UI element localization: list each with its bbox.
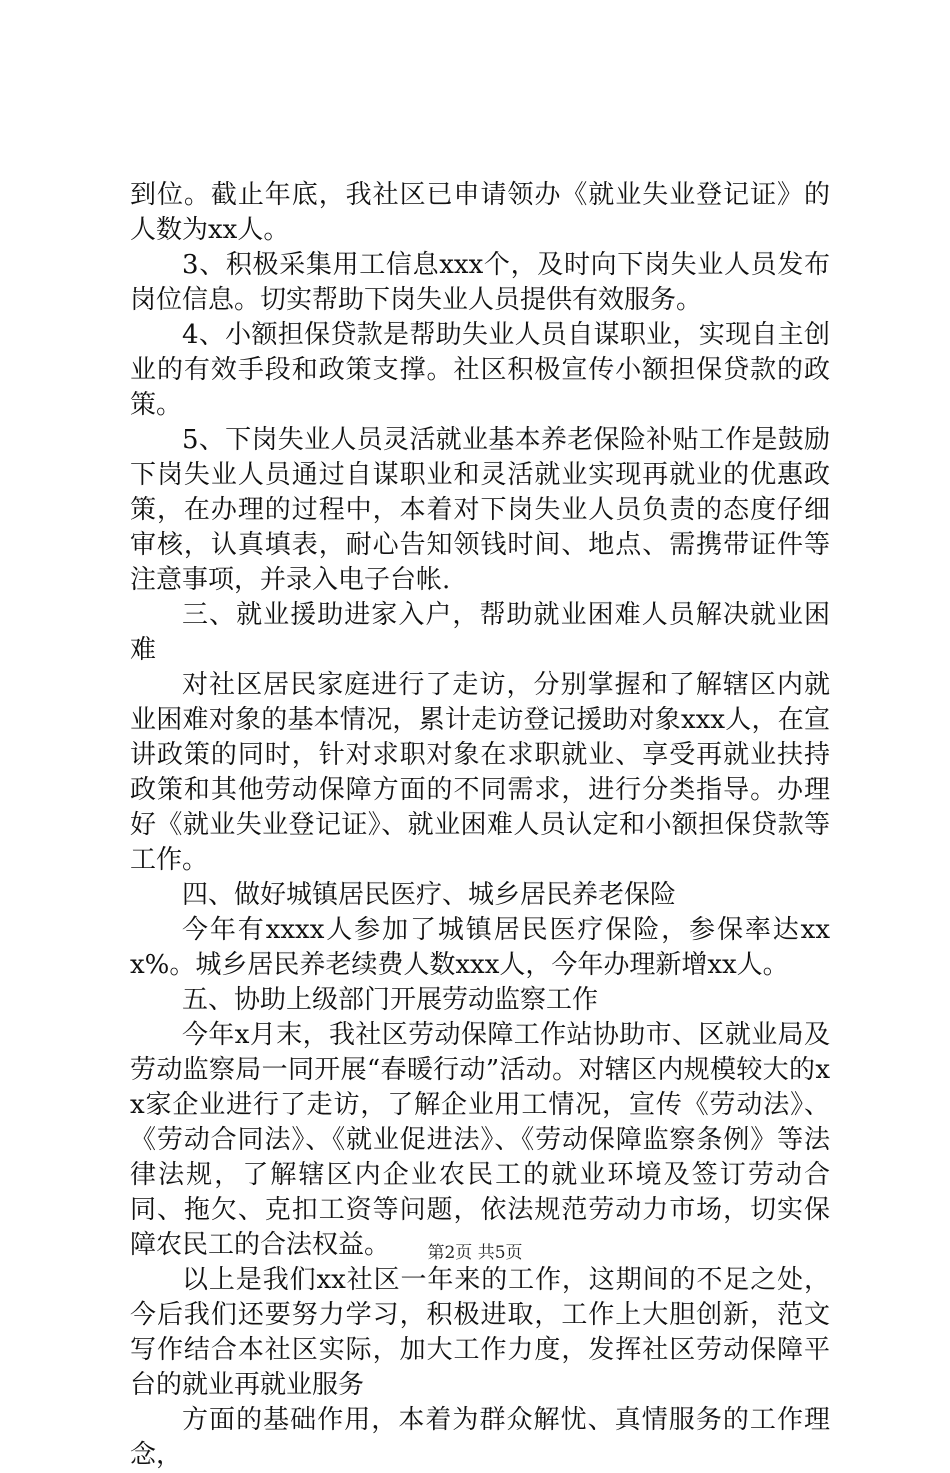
page-number-footer: 第2页 共5页 [427,1243,523,1263]
section-heading-3: 三、就业援助进家入户，帮助就业困难人员解决就业困难 [130,600,830,665]
paragraph-5: 对社区居民家庭进行了走访，分别掌握和了解辖区内就业困难对象的基本情况，累计走访登记援助对象xxx人，在宣讲政策的同时，针对求职对象在求职就业、享受再就业扶持政策和其他劳动保障方面的不同需求，进行分类指导。办理好《就业失业登记证》、就业困难人员认定和小额担保贷款等工作。 [130,670,830,875]
paragraph-3: 4、小额担保贷款是帮助失业人员自谋职业，实现自主创业的有效手段和政策支撑。社区积极宣传小额担保贷款的政策。 [130,320,830,420]
paragraph-4: 5、下岗失业人员灵活就业基本养老保险补贴工作是鼓励下岗失业人员通过自谋职业和灵活就业实现再就业的优惠政策，在办理的过程中，本着对下岗失业人员负责的态度仔细审核，认真填表，耐心告知领钱时间、地点、需携带证件等注意事项，并录入电子台帐. [130,425,830,595]
section-heading-4: 四、做好城镇居民医疗、城乡居民养老保险 [182,880,677,910]
paragraph-8: 以上是我们xx社区一年来的工作，这期间的不足之处，今后我们还要努力学习，积极进取，工作上大胆创新，范文写作结合本社区实际，加大工作力度，发挥社区劳动保障平台的就业再就业服务 [130,1265,830,1400]
paragraph-9: 方面的基础作用，本着为群众解忧、真情服务的工作理念， [130,1405,830,1470]
section-heading-5: 五、协助上级部门开展劳动监察工作 [182,985,599,1015]
document-body [130,178,830,1473]
paragraph-7: 今年x月末，我社区劳动保障工作站协助市、区就业局及劳动监察局一同开展“春暖行动”活动。对辖区内规模较大的xx家企业进行了走访，了解企业用工情况，宣传《劳动法》、《劳动合同法》、《就业促进法》、《劳动保障监察条例》等法律法规，了解辖区内企业农民工的就业环境及签订劳动合同、拖欠、克扣工资等问题，依法规范劳动力市场，切实保障农民工的合法权益。 [130,1020,830,1260]
paragraph-1: 到位。截止年底，我社区已申请领办《就业失业登记证》的人数为xx人。 [130,180,830,245]
paragraph-2: 3、积极采集用工信息xxx个，及时向下岗失业人员发布岗位信息。切实帮助下岗失业人员提供有效服务。 [130,250,830,315]
paragraph-6: 今年有xxxx人参加了城镇居民医疗保险，参保率达xxx%。城乡居民养老续费人数xxx人，今年办理新增xx人。 [130,915,830,980]
